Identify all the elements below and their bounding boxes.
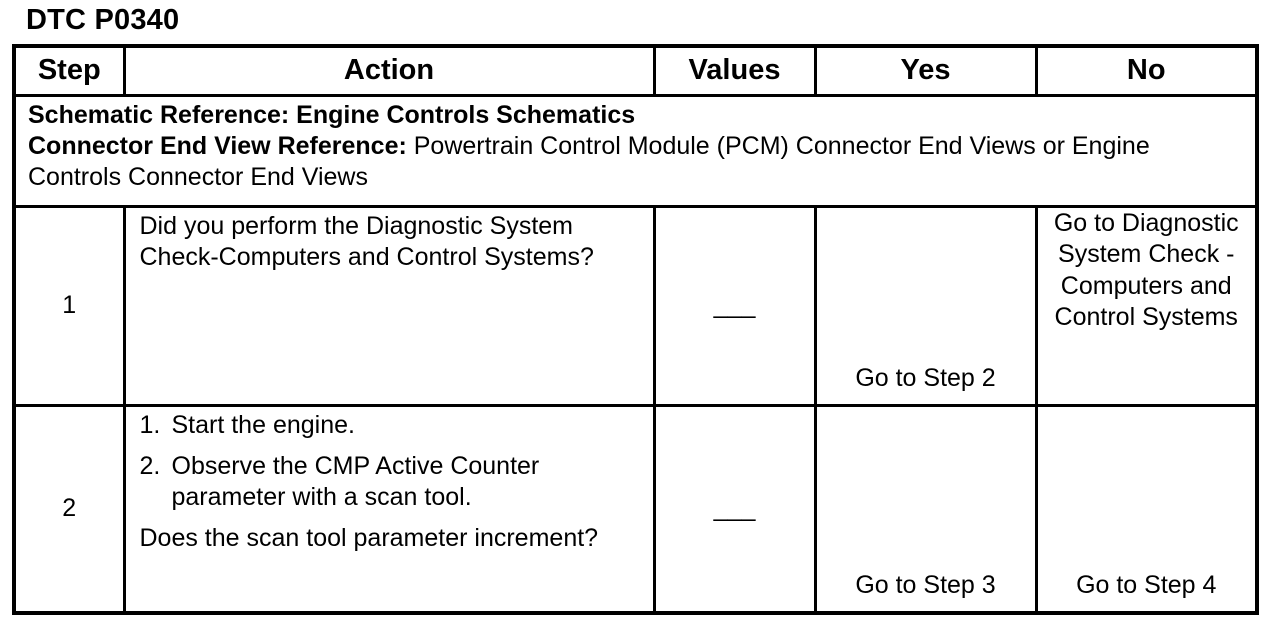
- action-item-number: 2.: [139, 451, 161, 480]
- diagnostic-table: [12, 44, 1259, 615]
- header-values: Values: [654, 46, 815, 95]
- connector-reference: [28, 131, 1245, 193]
- action-item-text: Start the engine.: [171, 410, 355, 439]
- action-cell: [124, 405, 654, 613]
- yes-action: Go to Step 3: [815, 405, 1036, 613]
- page-title: DTC P0340: [26, 4, 180, 36]
- connector-reference-label: Connector End View Reference:: [28, 131, 407, 160]
- action-question: Does the scan tool parameter increment?: [139, 523, 599, 552]
- step-number: 2: [14, 405, 124, 613]
- action-text: Did you perform the Diagnostic System Check-Computers and Control Systems?: [124, 206, 654, 405]
- connector-reference-text: Powertrain Control Module (PCM) Connector End Views or Engine Controls Connector End Views: [28, 131, 1150, 191]
- values-cell: ___: [654, 405, 815, 613]
- action-item: [140, 451, 643, 513]
- reference-row: [14, 95, 1257, 206]
- table-row: [14, 405, 1257, 613]
- header-row: [14, 46, 1257, 95]
- reference-cell: [14, 95, 1257, 206]
- header-no: No: [1036, 46, 1257, 95]
- table-row: [14, 206, 1257, 405]
- action-item-number: 1.: [139, 410, 161, 439]
- action-item-text: Observe the CMP Active Counter parameter with a scan tool.: [171, 451, 540, 511]
- header-yes: Yes: [815, 46, 1036, 95]
- no-action: Go to Step 4: [1036, 405, 1257, 613]
- header-step: Step: [14, 46, 124, 95]
- no-action: Go to Diagnostic System Check - Computers and Control Systems: [1036, 206, 1257, 405]
- yes-action: Go to Step 2: [815, 206, 1036, 405]
- values-cell: ___: [654, 206, 815, 405]
- header-action: Action: [124, 46, 654, 95]
- schematic-reference: Schematic Reference: Engine Controls Schematics: [28, 100, 636, 129]
- step-number: 1: [14, 206, 124, 405]
- action-item: [140, 410, 643, 441]
